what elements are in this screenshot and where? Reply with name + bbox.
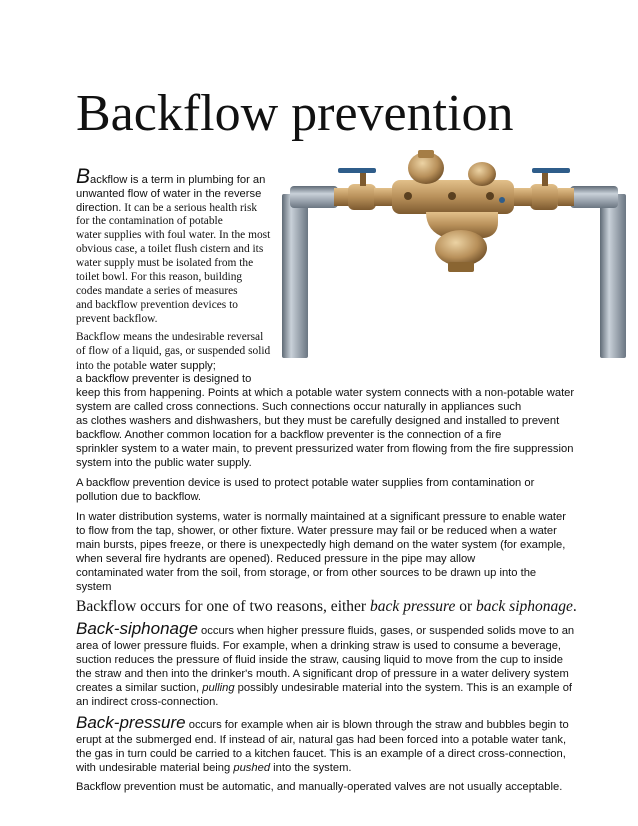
para4-line-6: system <box>76 581 112 593</box>
para2-line-7: as clothes washers and dishwashers, but they must be carefully designed and installed to prevent <box>76 415 560 427</box>
para2-line-10: system into the public water supply. <box>76 457 252 469</box>
siphonage-text: creates a similar suction, <box>76 682 203 694</box>
para2-line-6: system are called cross connections. Such connections occur naturally in appliances such <box>76 401 522 413</box>
para4-line-5: contaminated water from the soil, from storage, or from other sources to be drawn up into the <box>76 567 537 579</box>
siphonage-line-4: the straw and then into the drinker's mouth. A significant drop of pressure in a water delivery system <box>76 668 569 680</box>
back-siphonage-heading: Back-siphonage <box>76 619 198 638</box>
pressure-text: with undesirable material being <box>76 762 234 774</box>
para3-line-2: pollution due to backflow. <box>76 491 202 503</box>
intro-line-4: for the contamination of potable <box>76 215 223 227</box>
intro-line-10: and backflow prevention devices to <box>76 299 238 311</box>
term-back-siphonage: back siphonage <box>476 598 573 615</box>
intro-line-2 <box>76 186 261 201</box>
emphasis-pushed: pushed <box>233 762 271 774</box>
pressure-line-1 <box>76 714 569 734</box>
para2-line-1: Backflow means the undesirable reversal <box>76 331 264 343</box>
para4-line-1: In water distribution systems, water is normally maintained at a significant pressure to enable water <box>76 511 566 523</box>
reasons-text: or <box>455 598 477 615</box>
intro-line-8: toilet bowl. For this reason, building <box>76 271 243 283</box>
closing-line: Backflow prevention must be automatic, and manually-operated valves are not usually acceptable. <box>76 781 563 793</box>
siphonage-text: occurs when higher pressure fluids, gases, or suspended solids move to an <box>197 625 575 637</box>
para2-text: into the potable <box>76 360 147 372</box>
page-title: Backflow prevention <box>76 85 514 142</box>
drop-cap: B <box>76 165 91 188</box>
emphasis-pulling: pulling <box>202 682 235 694</box>
intro-text: direction. <box>76 202 122 214</box>
intro-line-9: codes mandate a series of measures <box>76 285 238 297</box>
siphonage-line-6: an indirect cross-connection. <box>76 696 219 708</box>
pressure-line-3: the gas in turn could be carried to a kitchen faucet. This is an example of a direct cross-connection, <box>76 748 566 760</box>
reasons-text: Backflow occurs for one of two reasons, either <box>76 598 370 615</box>
reasons-text: . <box>572 598 577 615</box>
para4-line-4: when several fire hydrants are opened). Reduced pressure in the pipe may allow <box>76 553 476 565</box>
siphonage-line-5 <box>76 681 572 695</box>
para2-line-5: keep this from happening. Points at which a potable water system connects with a non-potable water <box>76 387 575 399</box>
term-back-pressure: back pressure <box>369 598 456 615</box>
reasons-line <box>76 597 577 617</box>
intro-line-3 <box>76 200 257 215</box>
intro-line-11: prevent backflow. <box>76 313 158 325</box>
para2-line-3 <box>76 358 216 373</box>
siphonage-line-3: suction reduces the pressure of fluid inside the straw, causing liquid to move from the cup to inside <box>76 654 563 666</box>
para3-line-1: A backflow prevention device is used to protect potable water supplies from contamination or <box>76 477 535 489</box>
intro-line-5: water supplies with foul water. In the most <box>76 229 271 241</box>
intro-line-7: water supply must be isolated from the <box>76 257 254 269</box>
para2-line-9: sprinkler system to a water main, to prevent pressurized water from flowing from the fire suppression <box>76 443 574 455</box>
para4-line-3: main bursts, pipes freeze, or there is unexpectedly high demand on the water system (for example, <box>76 539 566 551</box>
siphonage-line-2: area of lower pressure fluids. For example, when a drinking straw is used to consume a beverage, <box>76 640 562 652</box>
pressure-line-4 <box>76 761 352 775</box>
intro-text: unwanted flow of water in the reverse <box>76 188 262 200</box>
para2-line-8: backflow. Another common location for a backflow preventer is the connection of a fire <box>76 429 502 441</box>
pressure-text: into the system. <box>270 762 352 774</box>
intro-text: It can be a serious health risk <box>121 202 258 214</box>
para2-line-2: of flow of a liquid, gas, or suspended solid <box>76 345 271 357</box>
back-pressure-heading: Back-pressure <box>76 713 186 732</box>
para2-line-4: a backflow preventer is designed to <box>76 373 252 385</box>
para2-text: water supply; <box>146 360 216 372</box>
siphonage-line-1 <box>76 620 574 640</box>
intro-text: ackflow is a term in plumbing for an <box>90 174 266 186</box>
para4-line-2: to flow from the tap, shower, or other fixture. Water pressure may fail or be reduced when a water <box>76 525 557 537</box>
pressure-text: occurs for example when air is blown through the straw and bubbles begin to <box>185 719 569 731</box>
pressure-line-2: erupt at the submerged end. If instead of air, natural gas had been forced into a potable water tank, <box>76 734 567 746</box>
backflow-preventer-figure <box>276 150 632 362</box>
intro-line-6: obvious case, a toilet flush cistern and its <box>76 243 264 255</box>
siphonage-text: possibly undesirable material into the system. This is an example of <box>234 682 573 694</box>
